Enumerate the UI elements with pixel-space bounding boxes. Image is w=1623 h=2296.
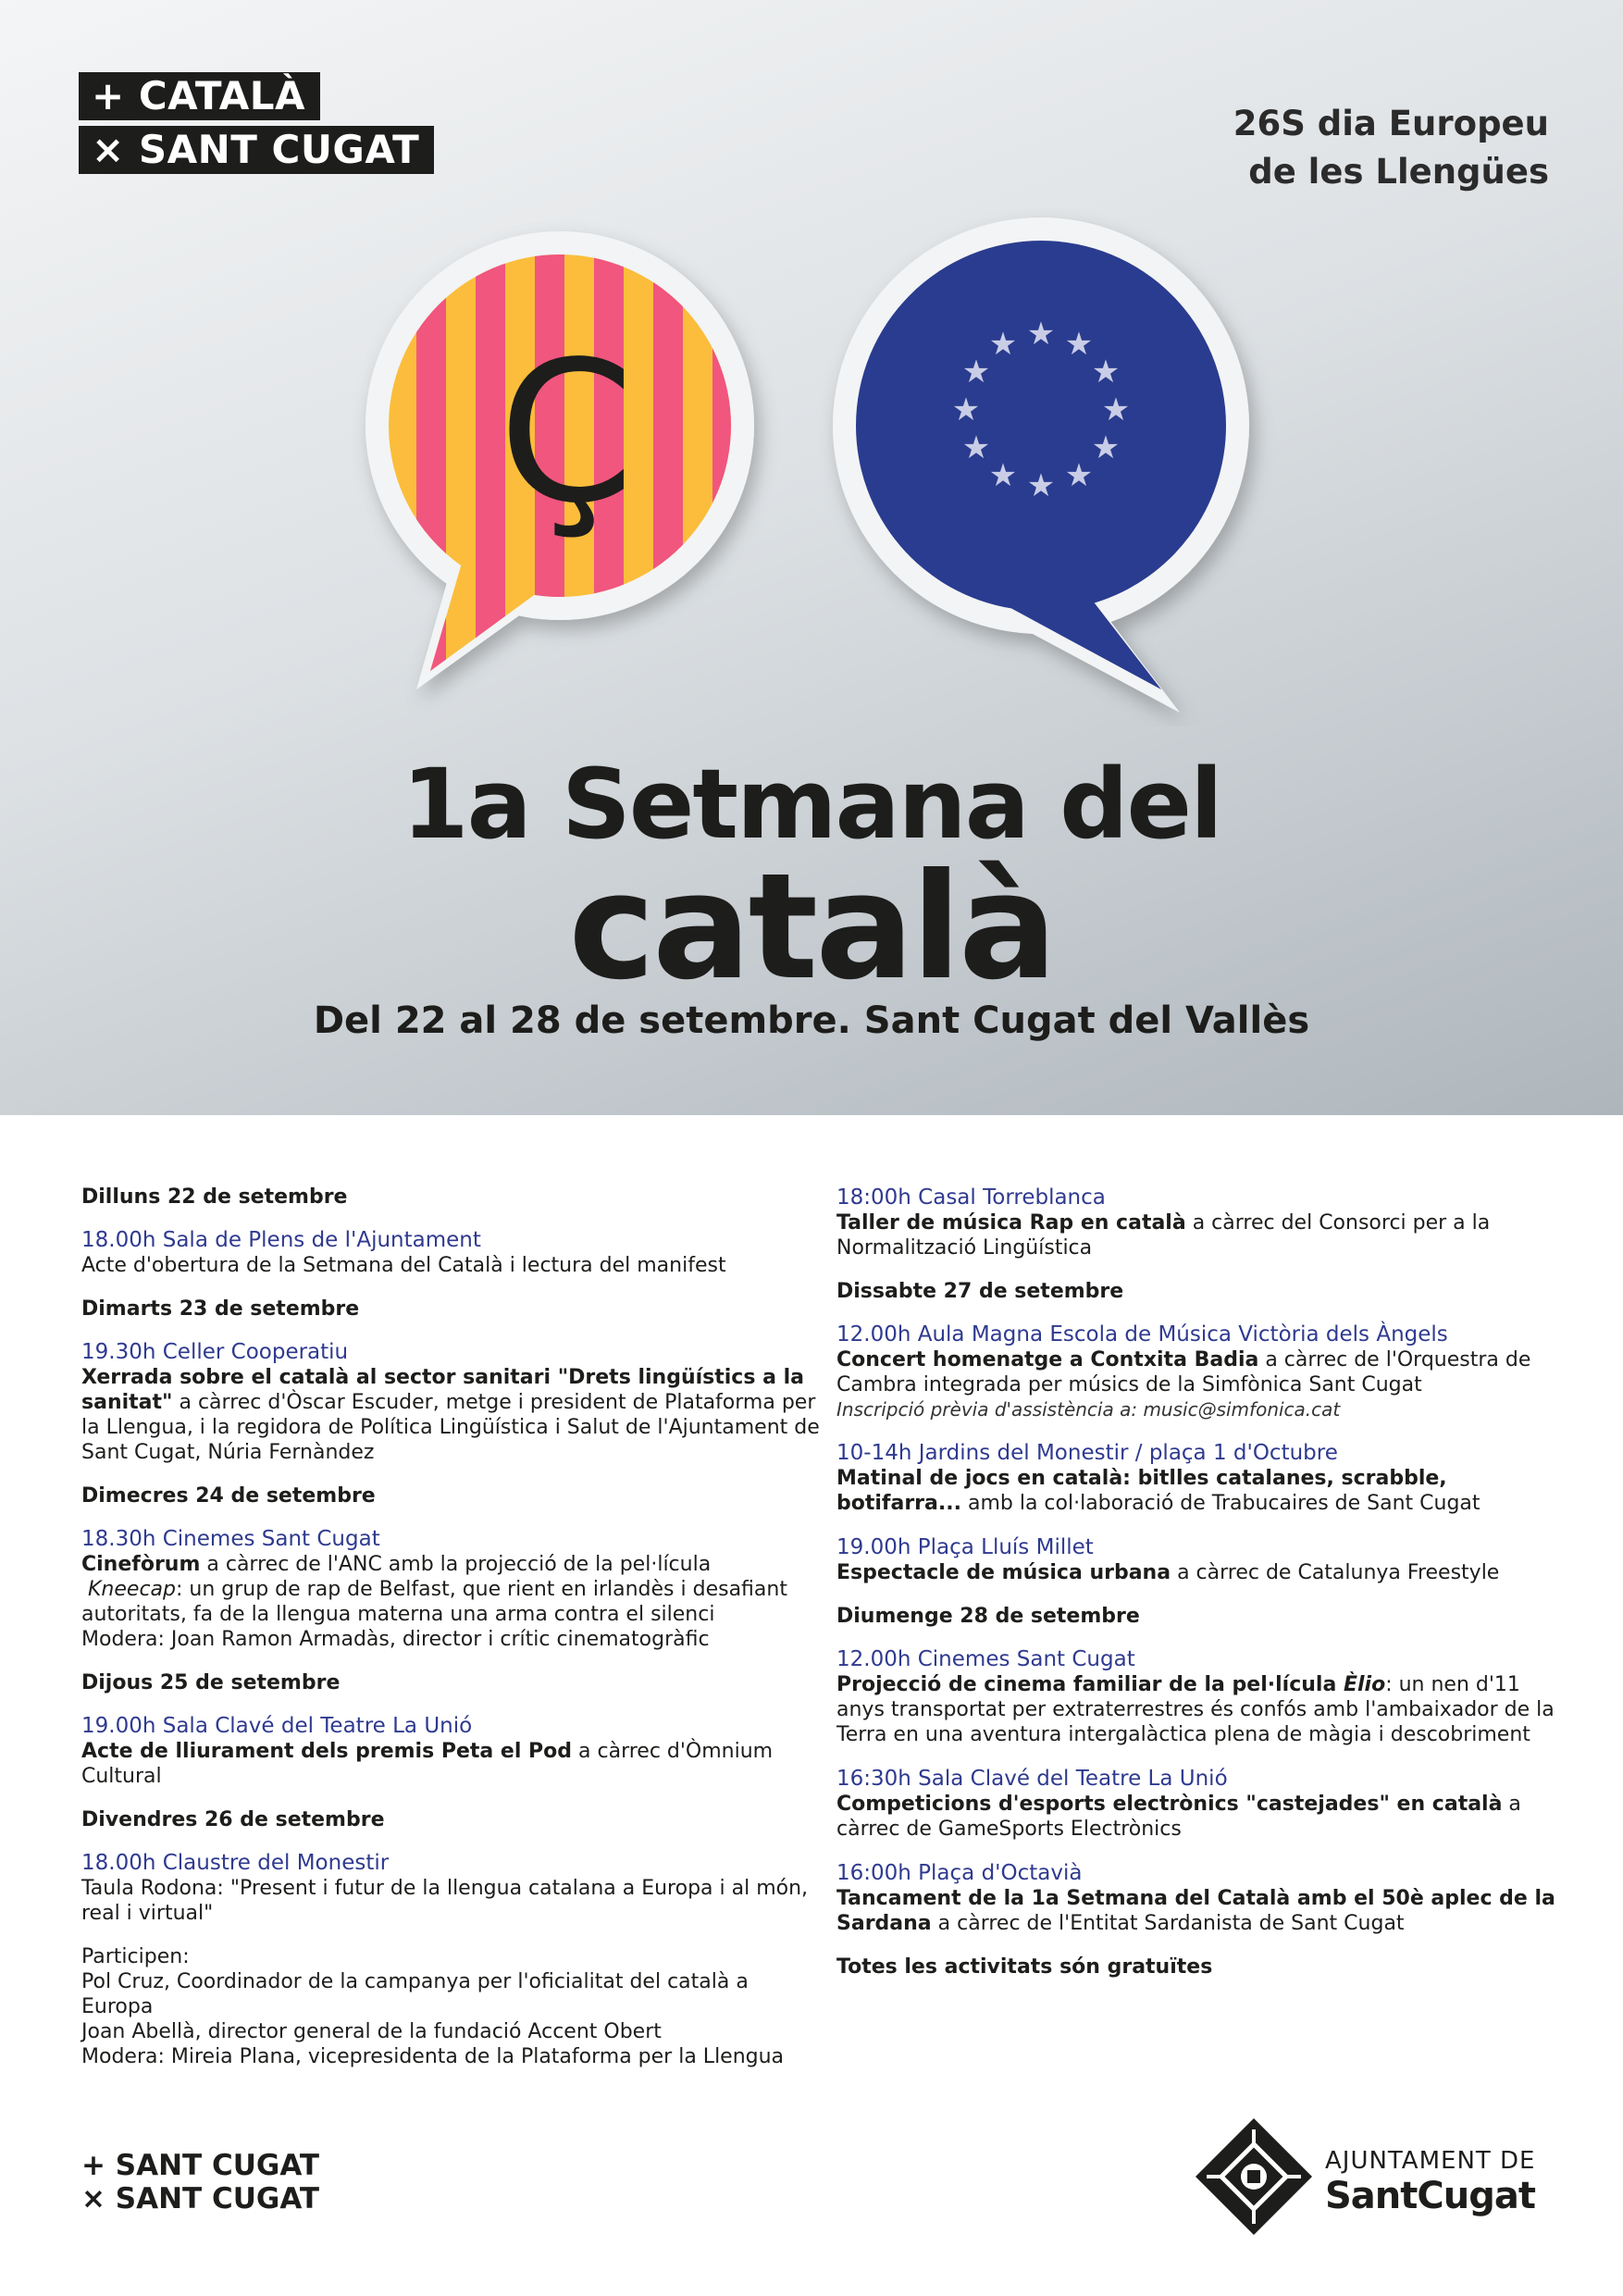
event-when: 16:30h Sala Clavé del Teatre La Unió [836,1767,1228,1791]
event-description: Matinal de jocs en català: bitlles catalanes, scrabble, botifarra... amb la col·laboració de Trabucaires de Sant Cugat [836,1467,1481,1515]
event-description: Concert homenatge a Contxita Badia a càrrec de l'Orquestra de Cambra integrada per músics de la Simfònica Sant Cugat [836,1348,1531,1396]
svg-text:★: ★ [1026,467,1056,504]
footer-brand-line-2: × SANT CUGAT [81,2182,320,2215]
participants-label: Participen: [81,1945,190,1968]
event-description: Competicions d'esports electrònics "castejades" en català a càrrec de GameSports Electrònics [836,1793,1521,1841]
svg-text:★: ★ [961,354,991,391]
event-item [836,1322,1567,1421]
event-item [836,1440,1567,1516]
tagline [1233,100,1549,196]
ajuntament-de-label: AJUNTAMENT DE [1325,2147,1536,2175]
ajuntament-logo [1194,2121,1564,2232]
day-heading: Dimarts 23 de setembre [81,1297,360,1321]
svg-text:★: ★ [1064,457,1094,494]
brand-logo [79,72,434,180]
event-description: Tancament de la 1a Setmana del Català amb el 50è aplec de la Sardana a càrrec de l'Entitat Sardanista de Sant Cugat [836,1887,1555,1935]
day-heading: Dissabte 27 de setembre [836,1280,1124,1303]
event-item [81,1850,822,1926]
free-activities-note: Totes les activitats són gratuïtes [836,1955,1213,1979]
svg-text:★: ★ [1026,316,1056,353]
event-when: 18:00h Casal Torreblanca [836,1185,1106,1210]
event-description: Acte de lliurament dels premis Peta el Pod a càrrec d'Òmnium Cultural [81,1740,774,1788]
event-item [836,1860,1567,1936]
event-description: Acte d'obertura de la Setmana del Català i lectura del manifest [81,1254,726,1277]
event-when: 19.30h Celler Cooperatiu [81,1340,349,1364]
footer-brand-line-1: + SANT CUGAT [81,2149,320,2182]
title-line-2: català [568,842,1055,1012]
event-item [81,1339,822,1465]
event-description: Cinefòrum a càrrec de l'ANC amb la projecció de la pel·lícula Kneecap: un grup de rap de Belfast, que rient en irlandès i desafiant autoritats, fa de la llengua materna una arma contra el silenci Modera: Joan Ramon Armadàs, director i crític cinematogràfic [81,1553,787,1651]
ajuntament-emblem-icon [1194,2116,1314,2237]
event-description: Espectacle de música urbana a càrrec de Catalunya Freestyle [836,1561,1500,1584]
event-when: 18.00h Claustre del Monestir [81,1851,390,1875]
santcugat-label: SantCugat [1325,2175,1535,2217]
svg-text:★: ★ [1091,354,1121,391]
tagline-line-2: de les Llengües [1248,152,1549,192]
event-when: 16:00h Plaça d'Octavià [836,1861,1083,1885]
event-when: 12.00h Cinemes Sant Cugat [836,1647,1135,1671]
speech-bubbles-illustration [352,208,1277,726]
participants-block [81,1944,822,2069]
event-when: 18.30h Cinemes Sant Cugat [81,1527,380,1551]
participant-line: Joan Abellà, director general de la fundació Accent Obert [81,2020,662,2043]
day-heading: Divendres 26 de setembre [81,1808,385,1831]
participant-line: Pol Cruz, Coordinador de la campanya per l'oficialitat del català a Europa [81,1970,749,2018]
event-item [81,1526,822,1652]
day-heading: Diumenge 28 de setembre [836,1605,1140,1628]
event-dates: Del 22 al 28 de setembre. Sant Cugat del Vallès [313,999,1310,1042]
svg-text:★: ★ [988,326,1018,363]
event-item [836,1534,1567,1585]
cedilla-letter: Ç [498,319,635,546]
event-item [836,1766,1567,1842]
event-note: Inscripció prèvia d'assistència a: music@simfonica.cat [836,1398,1341,1421]
event-when: 19.00h Sala Clavé del Teatre La Unió [81,1714,473,1738]
svg-text:★: ★ [988,457,1018,494]
day-heading: Dijous 25 de setembre [81,1671,341,1694]
day-heading: Dilluns 22 de setembre [81,1185,348,1209]
svg-text:★: ★ [951,391,981,428]
event-description: Taula Rodona: "Present i futur de la llengua catalana a Europa i al món, real i virtual" [81,1877,809,1925]
event-when: 12.00h Aula Magna Escola de Música Victòria dels Àngels [836,1322,1448,1347]
brand-line-2: × SANT CUGAT [79,126,434,174]
event-item [81,1227,822,1278]
footer-brand [81,2149,319,2215]
participant-line: Modera: Mireia Plana, vicepresidenta de la Plataforma per la Llengua [81,2045,785,2068]
event-item [836,1185,1567,1260]
event-when: 19.00h Plaça Lluís Millet [836,1535,1094,1559]
day-heading: Dimecres 24 de setembre [81,1484,376,1508]
svg-text:★: ★ [1091,429,1121,466]
event-description: Xerrada sobre el català al sector sanitari "Drets lingüístics a la sanitat" a càrrec d'Òscar Escuder, metge i president de Plataforma per la Llengua, i la regidora de Política Lingüística i Salut de l'Ajuntament de Sant Cugat, Núria Fernàndez [81,1366,820,1464]
event-item [81,1713,822,1789]
svg-text:★: ★ [961,429,991,466]
title-line-1: 1a Setmana del [402,748,1221,861]
program-right-column [836,1185,1567,1980]
svg-text:★: ★ [1101,391,1131,428]
brand-line-1: + CATALÀ [79,72,320,120]
event-item [836,1646,1567,1747]
event-when: 10-14h Jardins del Monestir / plaça 1 d'Octubre [836,1441,1338,1465]
tagline-line-1: 26S dia Europeu [1233,104,1549,143]
program-left-column [81,1185,822,2069]
svg-text:★: ★ [1064,326,1094,363]
event-description: Projecció de cinema familiar de la pel·lícula Èlio: un nen d'11 anys transportat per extraterrestres és confós amb l'ambaixador de la Terra en una aventura intergalàctica plena de màgia i descobriment [836,1673,1555,1746]
event-when: 18.00h Sala de Plens de l'Ajuntament [81,1228,481,1252]
event-description: Taller de música Rap en català a càrrec del Consorci per a la Normalització Lingüística [836,1211,1491,1260]
